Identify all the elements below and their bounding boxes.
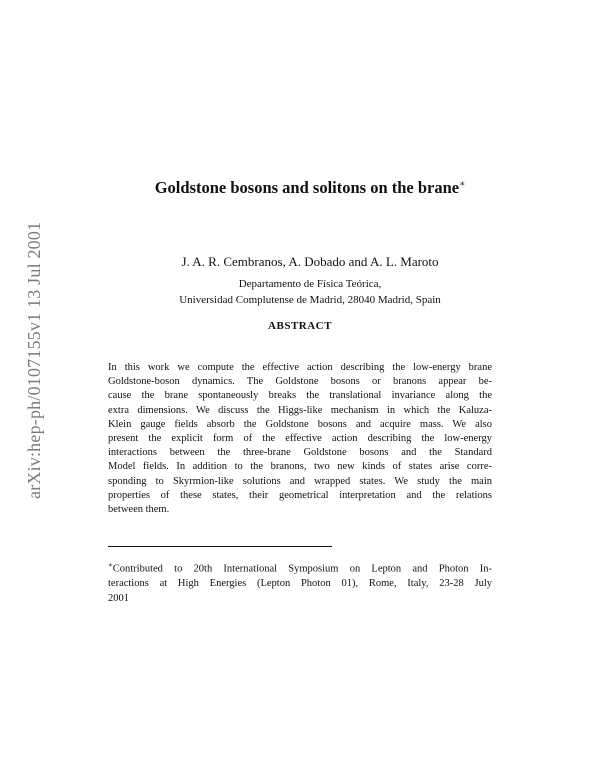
abstract-line: properties of these states, their geometrical interpretation and the relations xyxy=(108,489,492,501)
footnote-line: teractions at High Energies (Lepton Photon 01), Rome, Italy, 23-28 July xyxy=(108,578,492,589)
abstract-heading: ABSTRACT xyxy=(268,320,332,332)
abstract-body xyxy=(108,361,492,517)
abstract-line: In this work we compute the effective action describing the low-energy brane xyxy=(108,362,492,373)
footnote xyxy=(108,558,492,606)
title-footnote-mark: ∗ xyxy=(459,178,466,189)
footnote-separator xyxy=(108,546,332,547)
author-list: J. A. R. Cembranos, A. Dobado and A. L. Maroto xyxy=(181,254,439,269)
abstract-line: Goldstone-boson dynamics. The Goldstone bosons or branons appear be- xyxy=(108,376,492,388)
paper-title-text: Goldstone bosons and solitons on the brane xyxy=(154,178,460,197)
abstract-line: cause the brane spontaneously breaks the translational invariance along the xyxy=(108,390,492,402)
footnote-mark: ∗ xyxy=(108,561,113,569)
affiliation-line: Universidad Complutense de Madrid, 28040 Madrid, Spain xyxy=(179,294,441,306)
footnote-line-text: Contributed to 20th International Symposium on Lepton and Photon In- xyxy=(112,563,492,575)
abstract-line: between them. xyxy=(108,504,170,516)
affiliation-line: Departamento de Física Teórica, xyxy=(238,278,382,290)
abstract-line: Klein gauge fields absorb the Goldstone bosons and acquire mass. We also xyxy=(108,418,492,430)
affiliation xyxy=(100,276,520,308)
abstract-line: Model fields. In addition to the branons, two new kinds of states arise corre- xyxy=(108,461,492,473)
paper-title xyxy=(100,178,520,198)
abstract-line: sponding to Skyrmion-like solutions and wrapped states. We study the main xyxy=(108,475,492,487)
abstract-line: interactions between the three-brane Goldstone bosons and the Standard xyxy=(108,447,492,459)
footnote-line xyxy=(108,558,492,577)
abstract-line: extra dimensions. We discuss the Higgs-like mechanism in which the Kaluza- xyxy=(108,404,492,416)
abstract-line: present the explicit form of the effective action describing the low-energy xyxy=(108,433,492,445)
footnote-line: 2001 xyxy=(108,592,129,604)
arxiv-identifier-stamp: arXiv:hep-ph/0107155v1 13 Jul 2001 xyxy=(24,221,44,499)
